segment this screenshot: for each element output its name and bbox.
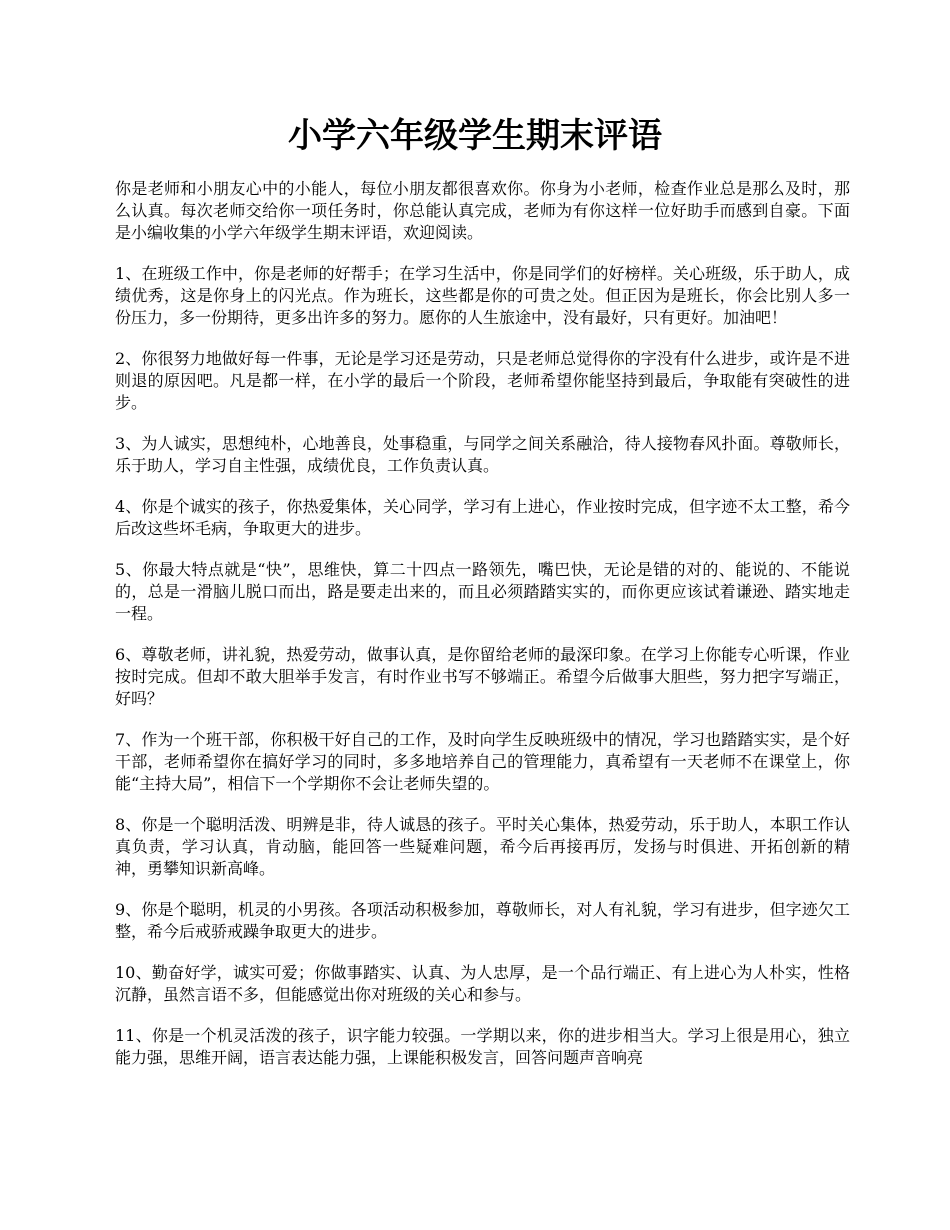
comment-paragraph-10: 10、勤奋好学，诚实可爱；你做事踏实、认真、为人忠厚，是一个品行端正、有上进心为人朴实，性格沉静，虽然言语不多，但能感觉出你对班级的关心和参与。	[115, 963, 850, 1004]
comment-paragraph-5: 5、你最大特点就是“快”，思维快，算二十四点一路领先，嘴巴快，无论是错的对的、能说的、不能说的，总是一滑脑儿脱口而出，路是要走出来的，而且必须踏踏实实的，而你更应该试着谦逊、踏实地走一程。	[115, 560, 850, 623]
comment-paragraph-4: 4、你是个诚实的孩子，你热爱集体，关心同学，学习有上进心，作业按时完成，但字迹不太工整，希今后改这些坏毛病，争取更大的进步。	[115, 497, 850, 538]
comment-paragraph-7: 7、作为一个班干部，你积极干好自己的工作，及时向学生反映班级中的情况，学习也踏踏实实，是个好干部，老师希望你在搞好学习的同时，多多地培养自己的管理能力，真希望有一天老师不在课堂上，你能“主持大局”，相信下一个学期你不会让老师失望的。	[115, 730, 850, 793]
document-title: 小学六年级学生期末评语	[288, 116, 662, 156]
comment-paragraph-9: 9、你是个聪明，机灵的小男孩。各项活动积极参加，尊敬师长，对人有礼貌，学习有进步，但字迹欠工整，希今后戒骄戒躁争取更大的进步。	[115, 900, 850, 941]
comment-paragraph-1: 1、在班级工作中，你是老师的好帮手；在学习生活中，你是同学们的好榜样。关心班级，乐于助人，成绩优秀，这是你身上的闪光点。作为班长，这些都是你的可贵之处。但正因为是班长，你会比别人多一份压力，多一份期待，更多出许多的努力。愿你的人生旅途中，没有最好，只有更好。加油吧！	[115, 264, 850, 327]
intro-paragraph: 你是老师和小朋友心中的小能人，每位小朋友都很喜欢你。你身为小老师，检查作业总是那么及时，那么认真。每次老师交给你一项任务时，你总能认真完成，老师为有你这样一位好助手而感到自豪。下面是小编收集的小学六年级学生期末评语，欢迎阅读。	[115, 179, 850, 242]
comment-paragraph-6: 6、尊敬老师，讲礼貌，热爱劳动，做事认真，是你留给老师的最深印象。在学习上你能专心听课，作业按时完成。但却不敢大胆举手发言，有时作业书写不够端正。希望今后做事大胆些，努力把字写端正，好吗？	[115, 645, 850, 708]
document-body	[115, 178, 850, 1088]
comment-paragraph-11: 11、你是一个机灵活泼的孩子，识字能力较强。一学期以来，你的进步相当大。学习上很是用心，独立能力强，思维开阔，语言表达能力强，上课能积极发言，回答问题声音响亮	[115, 1026, 850, 1067]
comment-paragraph-2: 2、你很努力地做好每一件事，无论是学习还是劳动，只是老师总觉得你的字没有什么进步，或许是不进则退的原因吧。凡是都一样，在小学的最后一个阶段，老师希望你能坚持到最后，争取能有突破性的进步。	[115, 349, 850, 412]
comment-paragraph-8: 8、你是一个聪明活泼、明辨是非，待人诚恳的孩子。平时关心集体，热爱劳动，乐于助人，本职工作认真负责，学习认真，肯动脑，能回答一些疑难问题，希今后再接再厉，发扬与时俱进、开拓创新的精神，勇攀知识新高峰。	[115, 815, 850, 878]
comment-paragraph-3: 3、为人诚实，思想纯朴，心地善良，处事稳重，与同学之间关系融洽，待人接物春风扑面。尊敬师长，乐于助人，学习自主性强，成绩优良，工作负责认真。	[115, 434, 850, 475]
